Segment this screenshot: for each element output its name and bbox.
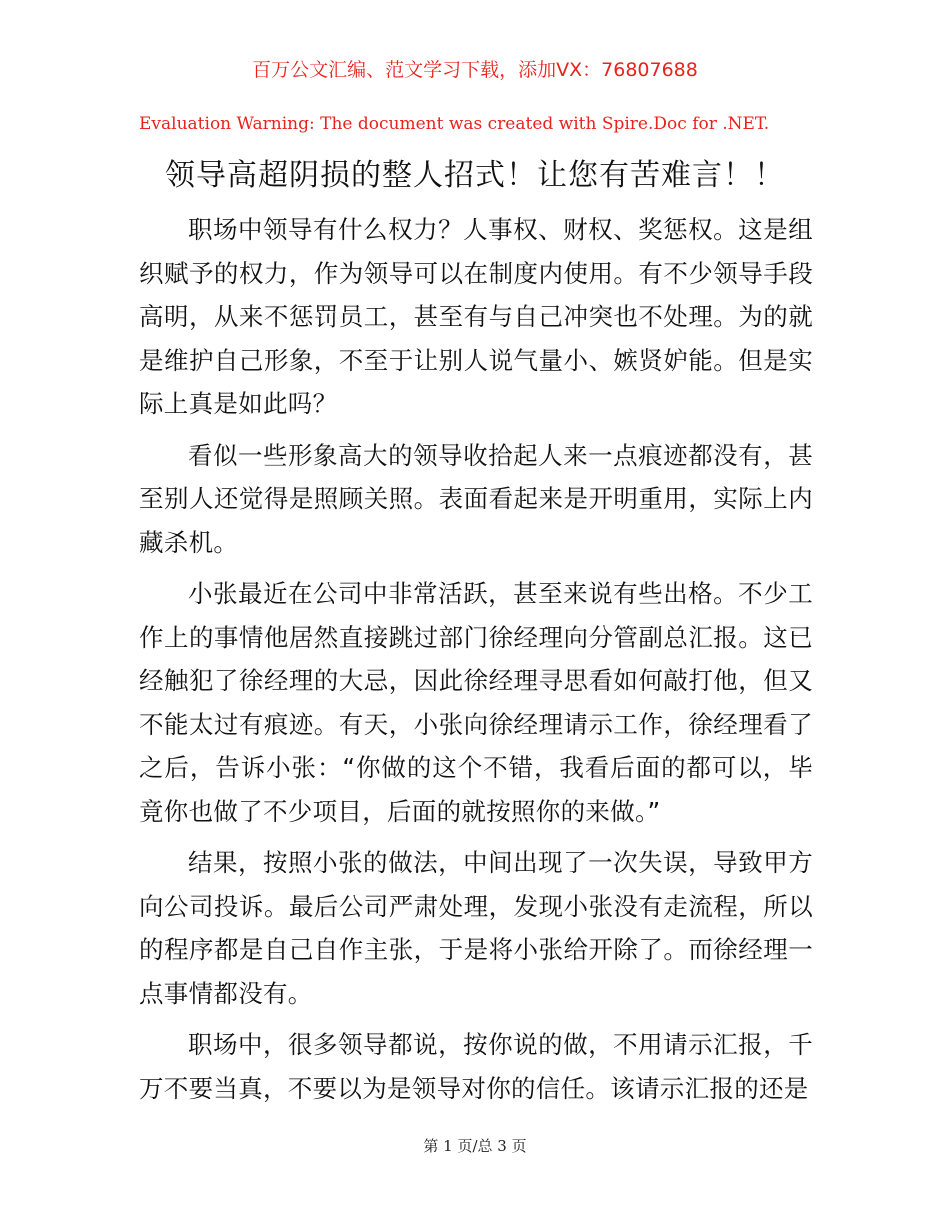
page-number-footer: 第 1 页/总 3 页 xyxy=(423,1137,527,1155)
header-banner: 百万公文汇编、范文学习下载，添加VX：76807688 xyxy=(252,59,698,81)
paragraph: 看似一些形象高大的领导收拾起人来一点痕迹都没有，甚至别人还觉得是照顾关照。表面看起来是开明重用，实际上内藏杀机。 xyxy=(139,440,813,557)
evaluation-warning: Evaluation Warning: The document was created with Spire.Doc for .NET. xyxy=(139,114,770,134)
paragraph: 结果，按照小张的做法，中间出现了一次失误，导致甲方向公司投诉。最后公司严肃处理，发现小张没有走流程，所以的程序都是自己自作主张，于是将小张给开除了。而徐经理一点事情都没有。 xyxy=(139,848,813,1008)
paragraph: 小张最近在公司中非常活跃，甚至来说有些出格。不少工作上的事情他居然直接跳过部门徐经理向分管副总汇报。这已经触犯了徐经理的大忌，因此徐经理寻思看如何敲打他，但又不能太过有痕迹。有天，小张向徐经理请示工作，徐经理看了之后，告诉小张：“你做的这个不错，我看后面的都可以，毕竟你也做了不少项目，后面的就按照你的来做。” xyxy=(139,579,813,826)
paragraph: 职场中，很多领导都说，按你说的做，不用请示汇报，千万不要当真，不要以为是领导对你的信任。该请示汇报的还是 xyxy=(139,1030,813,1103)
document-body xyxy=(139,208,813,1118)
paragraph: 职场中领导有什么权力？人事权、财权、奖惩权。这是组织赋予的权力，作为领导可以在制度内使用。有不少领导手段高明，从来不惩罚员工，甚至有与自己冲突也不处理。为的就是维护自己形象，不至于让别人说气量小、嫉贤妒能。但是实际上真是如此吗？ xyxy=(139,215,813,418)
document-title: 领导高超阴损的整人招式！让您有苦难言！！ xyxy=(165,158,785,193)
